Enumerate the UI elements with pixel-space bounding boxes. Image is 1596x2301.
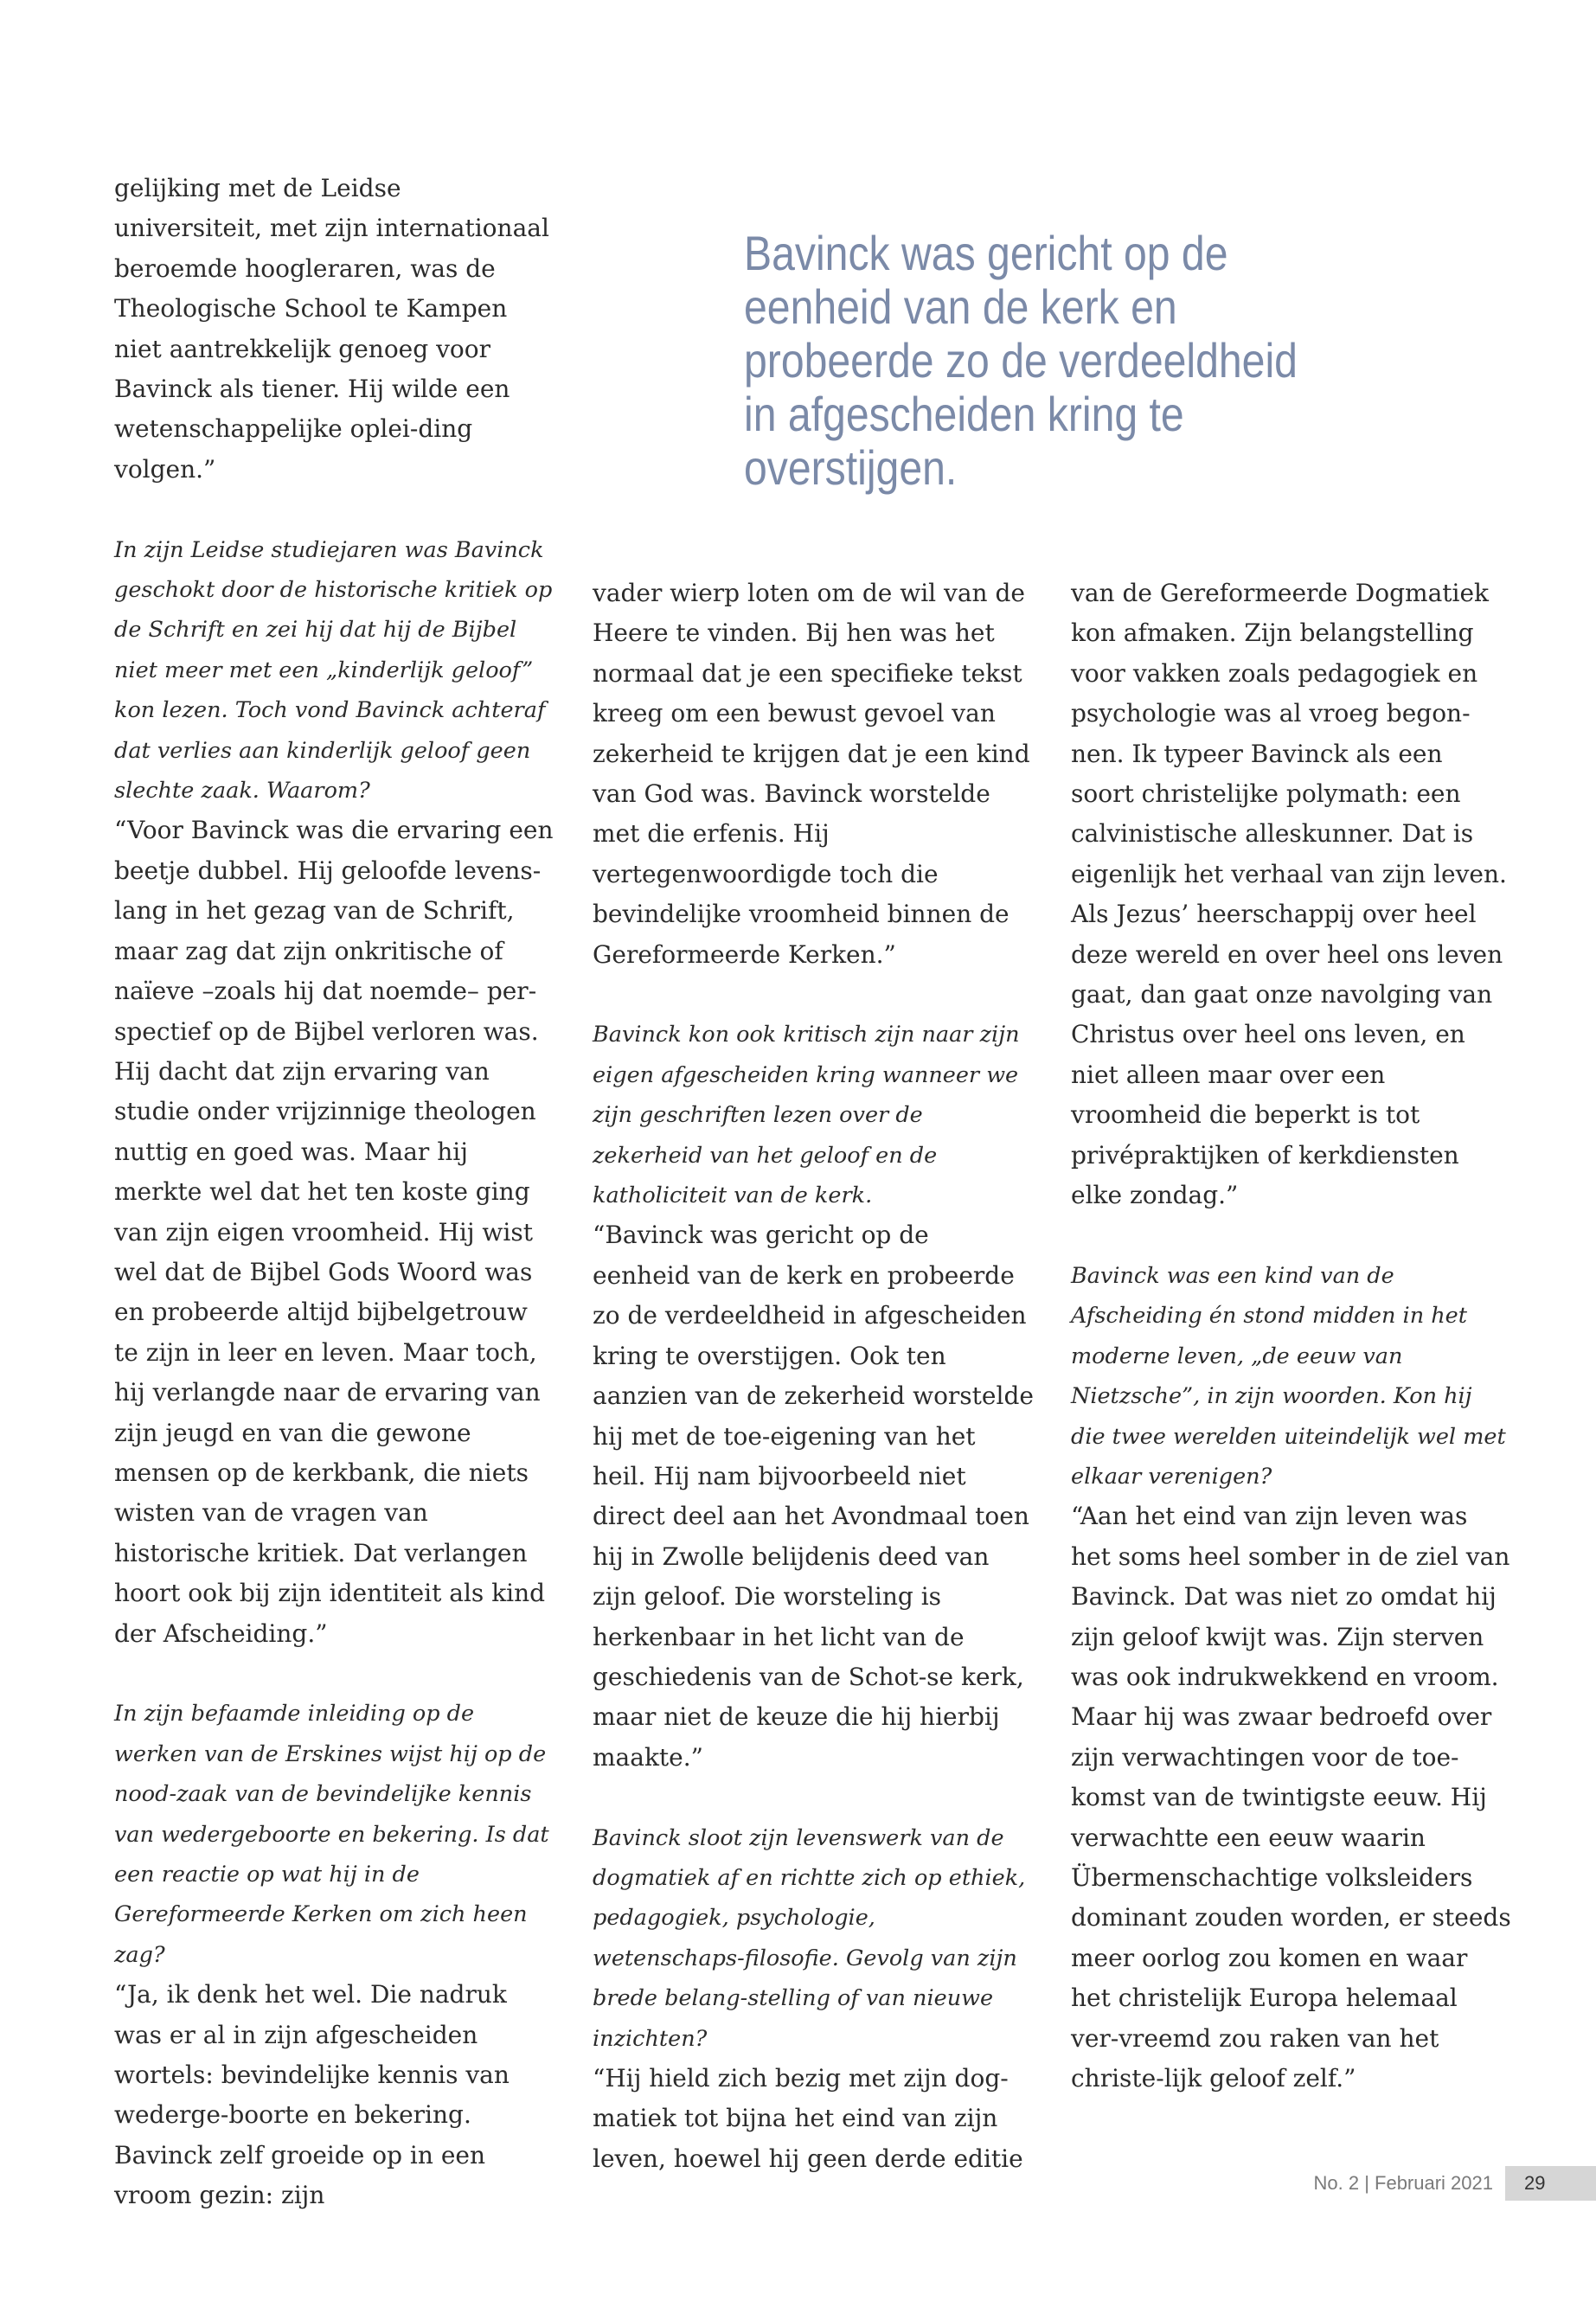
paragraph: gelijking met de Leidse universiteit, met zijn internationaal beroemde hoogleraren, was de Theologische School te Kampen niet aantrekkelijk genoeg voor Bavinck als tiener. Hij wilde een wetenschappelijke oplei-ding volgen.” [114,174,549,484]
interview-question: Bavinck kon ook kritisch zijn naar zijn eigen afgescheiden kring wanneer we zijn geschriften lezen over de zekerheid van het geloof en de katholiciteit van de kerk. [593,1022,1020,1209]
interview-question: Bavinck sloot zijn levenswerk van de dogmatiek af en richtte zich op ethiek, pedagogiek, psychologie, wetenschaps-filosofie. Gevolg van zijn brede belang-stelling of van nieuwe inzichten? [593,1824,1026,2052]
page-number: 29 [1505,2166,1596,2201]
interview-question: Bavinck was een kind van de Afscheiding én stond midden in het moderne leven, „de eeuw van Nietzsche”, in zijn woorden. Kon hij die twee werelden uiteindelijk wel met elkaar verenigen? [1071,1262,1506,1490]
interview-question: In zijn befaamde inleiding op de werken van de Erskines wijst hij op de nood-zaak van de bevindelijke kennis van wedergeboorte en bekering. Is dat een reactie op wat hij in de Gereformeerde Kerken om zich heen zag? [114,1701,549,1968]
issue-label: No. 2 | Februari 2021 [1313,2172,1493,2194]
paragraph: “Voor Bavinck was die ervaring een beetje dubbel. Hij geloofde levens-lang in het gezag van de Schrift, maar zag dat zijn onkritische of naïeve –zoals hij dat noemde– per-spectief op de Bijbel verloren was. Hij dacht dat zijn ervaring van studie onder vrijzinnige theologen nuttig en goed was. Maar hij merkte wel dat het ten koste ging van zijn eigen vroomheid. Hij wist wel dat de Bijbel Gods Woord was en probeerde altijd bijbelgetrouw te zijn in leer en leven. Maar toch, hij verlangde naar de ervaring van zijn jeugd en van die gewone mensen op de kerkbank, die niets wisten van de vragen van historische kritiek. Dat verlangen hoort ook bij zijn identiteit als kind der Afscheiding.” [114,816,554,1648]
article-column-3 [1071,574,1512,2099]
paragraph: vader wierp loten om de wil van de Heere te vinden. Bij hen was het normaal dat je een specifieke tekst kreeg om een bewust gevoel van zekerheid te krijgen dat je een kind van God was. Bavinck worstelde met die erfenis. Hij vertegenwoordigde toch die bevindelijke vroomheid binnen de Gereformeerde Kerken.” [593,579,1030,969]
paragraph: van de Gereformeerde Dogmatiek kon afmaken. Zijn belangstelling voor vakken zoals pedagogiek en psychologie was al vroeg begon-nen. Ik typeer Bavinck als een soort christelijke polymath: een calvinistische alleskunner. Dat is eigenlijk het verhaal van zijn leven. Als Jezus’ heerschappij over heel deze wereld en over heel ons leven gaat, dan gaat onze navolging van Christus over heel ons leven, en niet alleen maar over een vroomheid die beperkt is tot privépraktijken of kerkdiensten elke zondag.” [1071,579,1507,1210]
article-column-2 [593,574,1034,2179]
paragraph: “Aan het eind van zijn leven was het soms heel somber in de ziel van Bavinck. Dat was niet zo omdat hij zijn geloof kwijt was. Zijn sterven was ook indrukwekkend en vroom. Maar hij was zwaar bedroefd over zijn verwachtingen voor de toe-komst van de twintigste eeuw. Hij verwachtte een eeuw waarin Übermenschachtige volksleiders dominant zouden worden, er steeds meer oorlog zou komen en waar het christelijk Europa helemaal ver-vreemd zou raken van het christe-lijk geloof zelf.” [1071,1502,1511,2093]
interview-question: In zijn Leidse studiejaren was Bavinck geschokt door de historische kritiek op de Schrift en zei hij dat hij de Bijbel niet meer met een „kinderlijk geloof” kon lezen. Toch vond Bavinck achteraf dat verlies aan kinderlijk geloof geen slechte zaak. Waarom? [114,536,553,804]
paragraph: “Bavinck was gericht op de eenheid van de kerk en probeerde zo de verdeeldheid in afgescheiden kring te overstijgen. Ook ten aanzien van de zekerheid worstelde hij met de toe-eigening van het heil. Hij nam bijvoorbeeld niet direct deel aan het Avondmaal toen hij in Zwolle belijdenis deed van zijn geloof. Die worsteling is herkenbaar in het licht van de geschiedenis van de Schot-se kerk, maar niet de keuze die hij hierbij maakte.” [593,1221,1034,1772]
paragraph: “Ja, ik denk het wel. Die nadruk was er al in zijn afgescheiden wortels: bevindelijke kennis van wederge-boorte en bekering. Bavinck zelf groeide op in een vroom gezin: zijn [114,1980,510,2210]
page-footer [1314,2166,1596,2201]
article-column-1 [114,169,555,2216]
paragraph: “Hij hield zich bezig met zijn dog-matiek tot bijna het eind van zijn leven, hoewel hij geen derde editie [593,2064,1023,2173]
pull-quote: Bavinck was gericht op de eenheid van de kerk en probeerde zo de verdeeldheid in afgescheiden kring te overstijgen. [744,226,1298,495]
